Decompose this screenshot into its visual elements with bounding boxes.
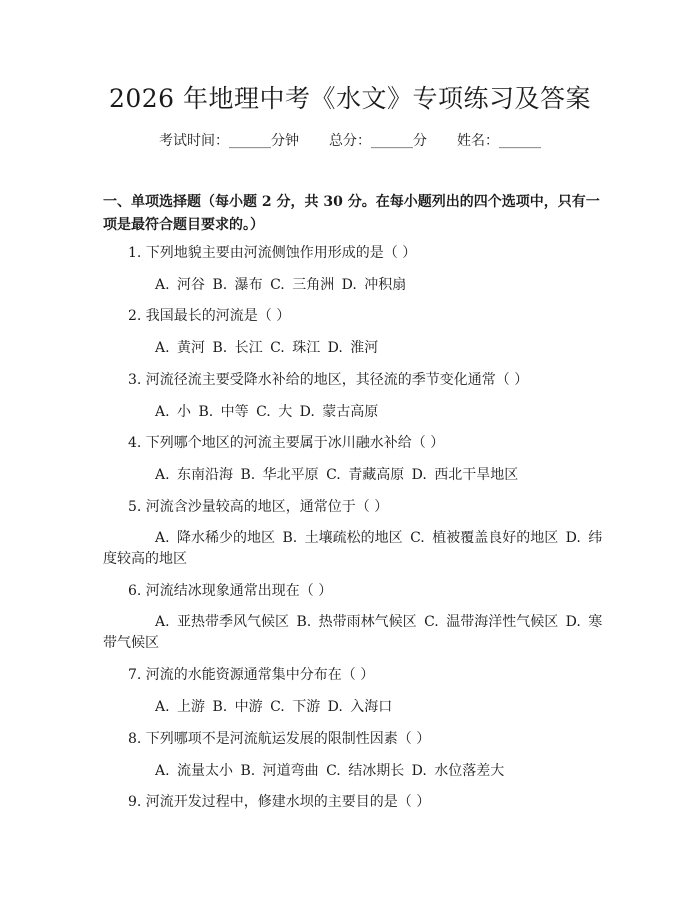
question-options: A. 小 B. 中等 C. 大 D. 蒙古高原: [155, 404, 379, 420]
question-stem: 2. 我国最长的河流是（ ）: [128, 308, 291, 324]
question-stem: 3. 河流径流主要受降水补给的地区，其径流的季节变化通常（ ）: [128, 372, 529, 388]
question-stem: 7. 河流的水能资源通常集中分布在（ ）: [128, 667, 375, 683]
question-stem: 8. 下列哪项不是河流航运发展的限制性因素（ ）: [128, 731, 431, 747]
question-options: A. 上游 B. 中游 C. 下游 D. 入海口: [155, 699, 393, 715]
question-options: A. 黄河 B. 长江 C. 珠江 D. 淮河: [155, 340, 379, 356]
question-options: A. 河谷 B. 瀑布 C. 三角洲 D. 冲积扇: [155, 277, 407, 293]
student-name-field: 姓名：______: [457, 133, 541, 149]
exam-time-field: 考试时间：______分钟: [159, 133, 299, 149]
total-score-field: 总分：______分: [329, 133, 427, 149]
question-stem: 9. 河流开发过程中，修建水坝的主要目的是（ ）: [128, 794, 431, 810]
question-stem: 6. 河流结冰现象通常出现在（ ）: [128, 583, 333, 599]
question-stem: 5. 河流含沙量较高的地区，通常位于（ ）: [128, 499, 389, 515]
question-stem: 1. 下列地貌主要由河流侧蚀作用形成的是（ ）: [128, 245, 417, 261]
question-stem: 4. 下列哪个地区的河流主要属于冰川融水补给（ ）: [128, 435, 445, 451]
section-heading: 一、单项选择题（每小题 2 分，共 30 分。在每小题列出的四个选项中，只有一项是最符合题目要求的。）: [103, 194, 600, 233]
question-options: A. 降水稀少的地区 B. 土壤疏松的地区 C. 植被覆盖良好的地区 D. 纬度较高的地区: [103, 530, 603, 567]
question-options: A. 东南沿海 B. 华北平原 C. 青藏高原 D. 西北干旱地区: [155, 467, 519, 483]
question-options: A. 流量太小 B. 河道弯曲 C. 结冰期长 D. 水位落差大: [155, 763, 505, 779]
page-title: 2026 年地理中考《水文》专项练习及答案: [108, 84, 592, 113]
question-options: A. 亚热带季风气候区 B. 热带雨林气候区 C. 温带海洋性气候区 D. 寒带气候区: [103, 614, 603, 651]
exam-info-line: [0, 131, 700, 151]
